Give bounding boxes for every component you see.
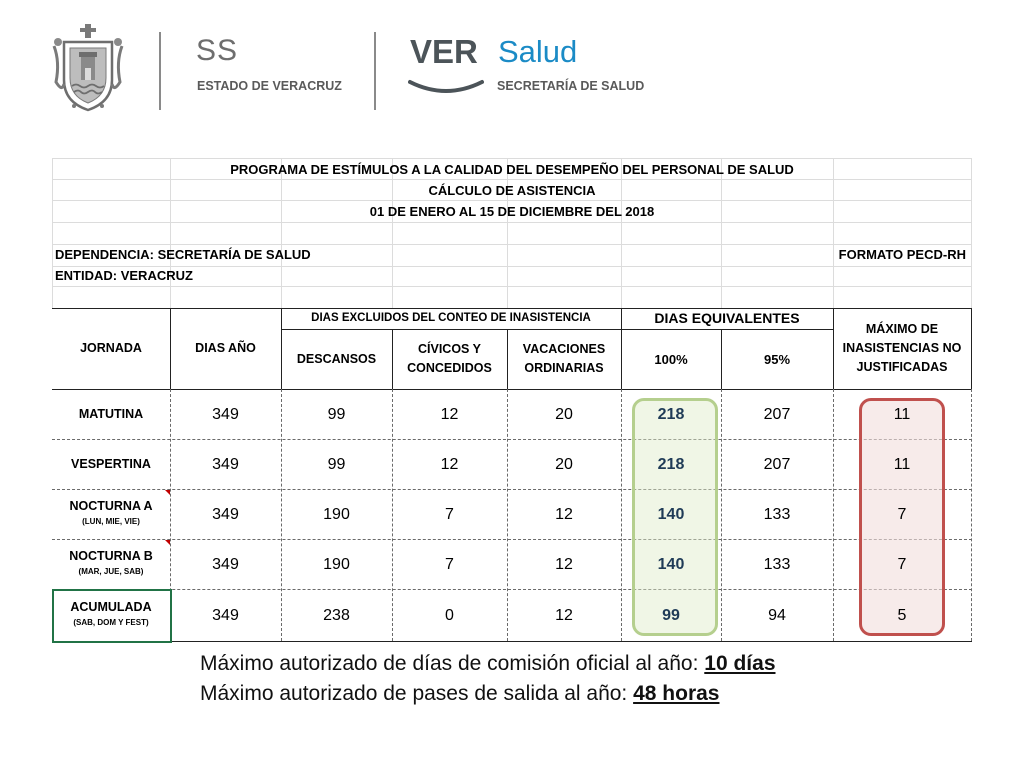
cell-maximo: 7 — [897, 555, 907, 573]
logo-divider — [374, 32, 376, 110]
cell-maximo: 11 — [893, 455, 911, 473]
note-pases-value: 48 horas — [633, 682, 720, 705]
header-dias-excluidos: DIAS EXCLUIDOS DEL CONTEO DE INASISTENCIA — [311, 312, 591, 324]
header-95: 95% — [763, 351, 791, 367]
ver-logo-subtitle: SECRETARÍA DE SALUD — [497, 79, 645, 93]
header-100: 100% — [654, 351, 688, 367]
cell-100: 218 — [657, 405, 685, 423]
header-dias-equivalentes: DIAS EQUIVALENTES — [654, 310, 800, 326]
cell-civicos: 12 — [440, 455, 459, 473]
jornada-name: VESPERTINA — [71, 456, 151, 471]
jornada-name: ACUMULADA — [70, 600, 152, 614]
cell-100: 140 — [657, 505, 685, 523]
note-pases-text: Máximo autorizado de pases de salida al año: — [200, 682, 634, 705]
header-dias-ano: DIAS AÑO — [195, 341, 256, 355]
table-row — [52, 539, 170, 589]
cell-descansos: 190 — [323, 555, 350, 573]
cell-descansos: 238 — [323, 606, 350, 624]
logo-divider — [159, 32, 161, 110]
cell-100: 218 — [657, 455, 685, 473]
attendance-sheet — [52, 158, 972, 642]
cell-vacaciones: 20 — [555, 455, 573, 473]
cell-100: 99 — [662, 606, 680, 624]
header-vacaciones: VACACIONES ORDINARIAS — [522, 342, 606, 375]
note-comision-text: Máximo autorizado de días de comisión oficial al año: — [200, 652, 705, 675]
jornada-name: NOCTURNA B — [69, 549, 153, 563]
jornada-name: MATUTINA — [78, 406, 144, 421]
header-descansos: DESCANSOS — [296, 351, 377, 366]
cell-95: 94 — [768, 606, 786, 624]
cell-vacaciones: 12 — [555, 555, 573, 573]
table-row — [52, 589, 170, 641]
table-row — [52, 389, 170, 439]
sheet-date-range: 01 DE ENERO AL 15 DE DICIEMBRE DEL 2018 — [369, 204, 655, 219]
cell-civicos: 0 — [445, 606, 454, 624]
header-maximo: MÁXIMO DE INASISTENCIAS NO JUSTIFICADAS — [842, 322, 962, 374]
cell-95: 207 — [763, 405, 791, 423]
cell-maximo: 5 — [897, 606, 907, 624]
entidad-label: ENTIDAD: VERACRUZ — [55, 268, 193, 283]
jornada-days: (LUN, MIE, VIE) — [82, 517, 140, 526]
note-comision-value: 10 días — [704, 652, 776, 675]
cell-95: 133 — [763, 505, 791, 523]
cell-dias-ano: 349 — [212, 405, 239, 423]
cell-dias-ano: 349 — [212, 455, 239, 473]
cell-dias-ano: 349 — [212, 505, 239, 523]
formato-label: FORMATO PECD-RH — [838, 247, 966, 262]
jornada-days: (MAR, JUE, SAB) — [78, 567, 144, 576]
cell-95: 207 — [763, 455, 791, 473]
header-jornada: JORNADA — [80, 341, 142, 355]
ss-logo-title: SS — [196, 34, 239, 67]
ver-swoosh-icon — [408, 78, 484, 96]
cell-maximo: 11 — [893, 405, 911, 423]
header-civicos: CÍVICOS Y CONCEDIDOS — [407, 342, 492, 375]
cell-civicos: 7 — [445, 555, 454, 573]
cell-100: 140 — [657, 555, 685, 573]
cell-dias-ano: 349 — [212, 606, 239, 624]
cell-vacaciones: 12 — [555, 606, 573, 624]
cell-civicos: 7 — [445, 505, 454, 523]
table-row — [52, 489, 170, 539]
jornada-days: (SAB, DOM Y FEST) — [73, 618, 149, 627]
cell-descansos: 99 — [327, 405, 346, 423]
note-pases — [200, 682, 720, 706]
cell-maximo: 7 — [897, 505, 907, 523]
table-row — [52, 439, 170, 489]
jornada-name: NOCTURNA A — [69, 499, 153, 513]
cell-vacaciones: 12 — [555, 505, 573, 523]
cell-vacaciones: 20 — [555, 405, 573, 423]
veracruz-seal-icon — [50, 22, 126, 112]
note-comision — [200, 652, 776, 676]
header — [0, 0, 1024, 120]
ss-logo-subtitle: ESTADO DE VERACRUZ — [197, 79, 342, 93]
ver-logo-salud: Salud — [498, 34, 578, 69]
sheet-title: PROGRAMA DE ESTÍMULOS A LA CALIDAD DEL DESEMPEÑO DEL PERSONAL DE SALUD — [230, 162, 794, 177]
cell-95: 133 — [763, 555, 791, 573]
dependencia-label: DEPENDENCIA: SECRETARÍA DE SALUD — [55, 247, 311, 262]
cell-civicos: 12 — [440, 405, 459, 423]
cell-descansos: 190 — [323, 505, 350, 523]
cell-dias-ano: 349 — [212, 555, 239, 573]
sheet-subtitle: CÁLCULO DE ASISTENCIA — [428, 183, 596, 198]
cell-descansos: 99 — [327, 455, 346, 473]
ver-logo-brand: VER — [410, 33, 478, 70]
